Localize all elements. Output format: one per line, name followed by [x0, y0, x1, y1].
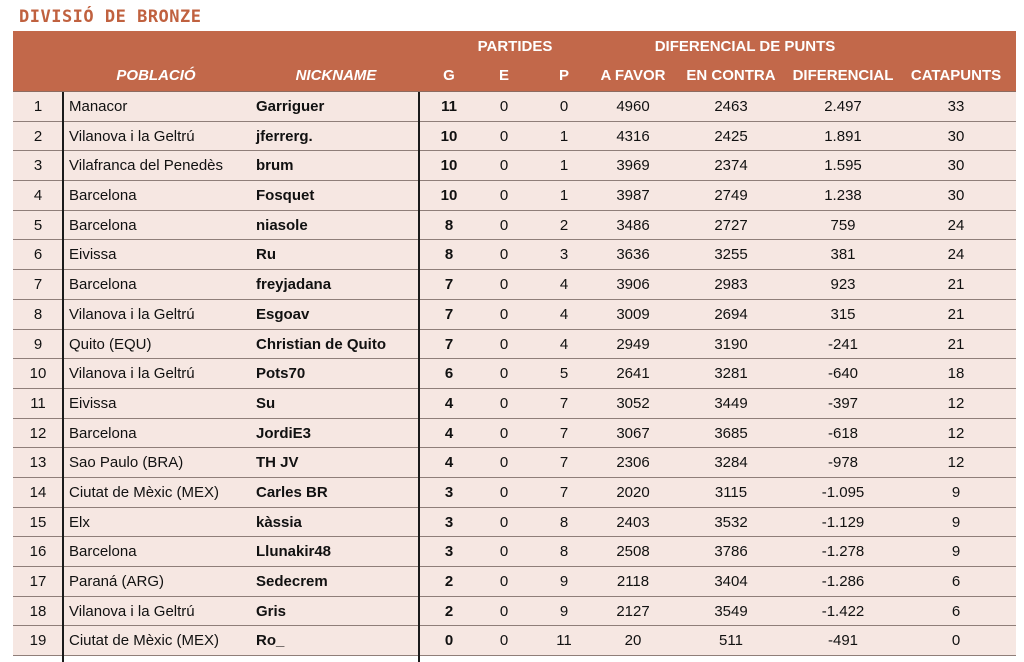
catapunts-cell: 9 [951, 543, 961, 561]
p-cell: 8 [559, 513, 569, 531]
diferencial-cell: -397 [827, 394, 859, 412]
table-row [13, 181, 1016, 211]
position-cell: 12 [29, 424, 47, 442]
e-cell: 0 [499, 187, 509, 205]
table-row [13, 419, 1016, 449]
a-favor-cell: 2118 [616, 573, 650, 590]
p-cell: 5 [559, 365, 569, 383]
g-cell: 7 [444, 276, 454, 294]
position-cell: 16 [29, 543, 47, 561]
table-row [13, 122, 1016, 152]
e-cell: 0 [499, 127, 509, 145]
e-cell: 0 [499, 394, 509, 412]
catapunts-cell: 9 [951, 513, 961, 531]
a-favor-cell: 2508 [616, 543, 650, 561]
header-poblacio: POBLACIÓ [116, 67, 196, 84]
nickname-cell: niasole [256, 216, 308, 234]
table-row [13, 537, 1016, 567]
diferencial-cell: 1.891 [824, 127, 862, 145]
en-contra-cell: 3786 [714, 543, 748, 561]
header-en-contra: EN CONTRA [686, 67, 776, 84]
poblacio-cell: Ciutat de Mèxic (MEX) [69, 632, 220, 650]
position-cell: 4 [33, 187, 43, 205]
e-cell: 0 [499, 365, 509, 383]
position-cell: 11 [30, 394, 46, 412]
en-contra-cell: 511 [719, 632, 743, 650]
table-row [13, 92, 1016, 122]
position-cell: 18 [29, 602, 47, 620]
a-favor-cell: 4316 [616, 127, 650, 145]
g-cell: 7 [444, 305, 454, 323]
poblacio-cell: Manacor [69, 98, 128, 115]
catapunts-cell: 21 [947, 276, 965, 294]
en-contra-cell: 3284 [714, 454, 748, 472]
column-divider-left [62, 92, 64, 662]
position-cell: 8 [33, 305, 43, 323]
nickname-cell: Esgoav [256, 305, 310, 323]
a-favor-cell: 3486 [616, 216, 650, 234]
en-contra-cell: 3685 [714, 424, 748, 442]
nickname-cell: Su [256, 394, 276, 412]
poblacio-cell: Eivissa [69, 394, 117, 412]
table-row [13, 240, 1016, 270]
poblacio-cell: Vilanova i la Geltrú [69, 305, 195, 323]
en-contra-cell: 2983 [714, 276, 748, 294]
e-cell: 0 [499, 246, 509, 264]
a-favor-cell: 3052 [616, 394, 650, 412]
header-catapunts: CATAPUNTS [910, 67, 1002, 84]
g-cell: 11 [441, 98, 457, 115]
poblacio-cell: Barcelona [69, 424, 137, 442]
a-favor-cell: 2127 [616, 602, 650, 620]
diferencial-cell: 1.595 [824, 157, 862, 175]
nickname-cell: kàssia [256, 513, 302, 531]
table-row [13, 211, 1016, 241]
e-cell: 0 [499, 216, 509, 234]
e-cell: 0 [499, 157, 509, 175]
header-g: G [443, 67, 455, 84]
poblacio-cell: Ciutat de Mèxic (MEX) [69, 483, 220, 501]
a-favor-cell: 2403 [616, 513, 650, 531]
p-cell: 7 [559, 454, 569, 472]
position-cell: 15 [29, 513, 47, 531]
table-row [13, 270, 1016, 300]
header-diferencial-de-punts: DIFERENCIAL DE PUNTS [654, 38, 836, 55]
catapunts-cell: 21 [947, 335, 965, 353]
p-cell: 4 [559, 335, 569, 353]
diferencial-cell: 1.238 [824, 187, 862, 205]
diferencial-cell: -241 [827, 335, 859, 353]
e-cell: 0 [499, 483, 509, 501]
position-cell: 3 [33, 157, 43, 175]
position-cell: 7 [33, 276, 43, 294]
e-cell: 0 [499, 276, 509, 294]
diferencial-cell: -618 [827, 424, 859, 442]
en-contra-cell: 2425 [714, 127, 748, 145]
page-title: DIVISIÓ DE BRONZE [19, 7, 202, 27]
poblacio-cell: Paraná (ARG) [69, 573, 165, 590]
catapunts-cell: 33 [947, 98, 965, 115]
catapunts-cell: 18 [947, 365, 965, 383]
position-cell: 19 [29, 632, 47, 650]
g-cell: 8 [444, 216, 454, 234]
en-contra-cell: 2463 [714, 98, 748, 115]
position-cell: 2 [33, 127, 43, 145]
a-favor-cell: 2020 [616, 483, 650, 501]
nickname-cell: Sedecrem [256, 573, 328, 590]
g-cell: 4 [444, 424, 454, 442]
e-cell: 0 [499, 543, 509, 561]
en-contra-cell: 3549 [714, 602, 748, 620]
e-cell: 0 [499, 573, 509, 590]
e-cell: 0 [499, 424, 509, 442]
table-row [13, 389, 1016, 419]
p-cell: 9 [559, 573, 569, 590]
poblacio-cell: Elx [69, 513, 90, 531]
en-contra-cell: 2374 [714, 157, 748, 175]
poblacio-cell: Barcelona [69, 543, 137, 561]
table-row [13, 300, 1016, 330]
poblacio-cell: Vilanova i la Geltrú [69, 127, 195, 145]
nickname-cell: freyjadana [256, 276, 332, 294]
g-cell: 8 [444, 246, 454, 264]
nickname-cell: Fosquet [256, 187, 315, 205]
en-contra-cell: 3115 [714, 483, 748, 501]
position-cell: 10 [29, 365, 47, 383]
a-favor-cell: 2949 [616, 335, 650, 353]
table-row [13, 567, 1016, 597]
diferencial-cell: -1.286 [821, 573, 865, 590]
en-contra-cell: 3404 [714, 573, 748, 590]
p-cell: 9 [559, 602, 569, 620]
header-partides: PARTIDES [477, 38, 553, 55]
position-cell: 17 [29, 573, 47, 590]
catapunts-cell: 21 [947, 305, 965, 323]
g-cell: 0 [444, 632, 454, 650]
e-cell: 0 [499, 454, 509, 472]
en-contra-cell: 3190 [714, 335, 748, 353]
g-cell: 3 [444, 543, 454, 561]
catapunts-cell: 6 [951, 573, 961, 590]
poblacio-cell: Sao Paulo (BRA) [69, 454, 184, 472]
nickname-cell: JordiE3 [256, 424, 312, 442]
p-cell: 8 [559, 543, 569, 561]
nickname-cell: Gris [256, 602, 287, 620]
header-p: P [558, 67, 569, 84]
g-cell: 4 [444, 454, 454, 472]
a-favor-cell: 3009 [616, 305, 650, 323]
nickname-cell: jferrerg. [256, 127, 313, 145]
e-cell: 0 [499, 513, 509, 531]
p-cell: 2 [559, 216, 569, 234]
catapunts-cell: 9 [951, 483, 961, 501]
table-row [13, 478, 1016, 508]
position-cell: 13 [29, 454, 47, 472]
table-row [13, 508, 1016, 538]
p-cell: 7 [559, 483, 569, 501]
a-favor-cell: 3969 [616, 157, 650, 175]
p-cell: 7 [559, 394, 569, 412]
table-row [13, 330, 1016, 360]
catapunts-cell: 0 [951, 632, 961, 650]
diferencial-cell: 2.497 [824, 98, 862, 115]
table-header [13, 31, 1016, 91]
nickname-cell: Ru [256, 246, 276, 264]
g-cell: 10 [440, 127, 458, 145]
diferencial-cell: 315 [830, 305, 856, 323]
catapunts-cell: 12 [947, 394, 965, 412]
catapunts-cell: 6 [951, 602, 961, 620]
header-nickname: NICKNAME [295, 67, 377, 84]
poblacio-cell: Vilafranca del Penedès [69, 157, 223, 175]
diferencial-cell: -1.129 [821, 513, 865, 531]
table-body [13, 91, 1016, 656]
table-row [13, 597, 1016, 627]
p-cell: 0 [559, 98, 569, 115]
p-cell: 7 [559, 424, 569, 442]
en-contra-cell: 2749 [714, 187, 748, 205]
e-cell: 0 [499, 632, 509, 650]
diferencial-cell: -1.095 [821, 483, 865, 501]
en-contra-cell: 2694 [714, 305, 748, 323]
a-favor-cell: 2306 [616, 454, 650, 472]
nickname-cell: Garriguer [256, 98, 325, 115]
diferencial-cell: -978 [827, 454, 859, 472]
position-cell: 14 [29, 483, 47, 501]
e-cell: 0 [499, 305, 509, 323]
header-diferencial: DIFERENCIAL [792, 67, 894, 84]
nickname-cell: Carles BR [256, 483, 328, 501]
nickname-cell: Pots70 [256, 365, 306, 383]
table-row [13, 359, 1016, 389]
p-cell: 4 [559, 305, 569, 323]
nickname-cell: Ro_ [256, 632, 285, 650]
g-cell: 3 [444, 513, 454, 531]
catapunts-cell: 24 [947, 216, 965, 234]
en-contra-cell: 3449 [714, 394, 748, 412]
p-cell: 4 [559, 276, 569, 294]
diferencial-cell: -491 [827, 632, 859, 650]
nickname-cell: TH JV [256, 454, 299, 472]
g-cell: 3 [444, 483, 454, 501]
nickname-cell: brum [256, 157, 294, 175]
nickname-cell: Llunakir48 [256, 543, 332, 561]
catapunts-cell: 30 [947, 187, 965, 205]
poblacio-cell: Eivissa [69, 246, 117, 264]
position-cell: 6 [33, 246, 43, 264]
a-favor-cell: 20 [624, 632, 642, 650]
poblacio-cell: Vilanova i la Geltrú [69, 365, 195, 383]
p-cell: 1 [559, 127, 569, 145]
column-divider-right [418, 92, 420, 662]
table-row [13, 626, 1016, 656]
diferencial-cell: -640 [827, 365, 859, 383]
e-cell: 0 [499, 335, 509, 353]
g-cell: 10 [440, 187, 458, 205]
p-cell: 11 [556, 632, 572, 650]
a-favor-cell: 3636 [616, 246, 650, 264]
poblacio-cell: Barcelona [69, 276, 137, 294]
e-cell: 0 [499, 602, 509, 620]
position-cell: 1 [33, 98, 43, 115]
catapunts-cell: 12 [947, 454, 965, 472]
en-contra-cell: 2727 [714, 216, 748, 234]
g-cell: 10 [440, 157, 458, 175]
catapunts-cell: 30 [947, 127, 965, 145]
g-cell: 4 [444, 394, 454, 412]
g-cell: 2 [444, 602, 454, 620]
poblacio-cell: Quito (EQU) [69, 335, 152, 353]
nickname-cell: Christian de Quito [256, 335, 387, 353]
en-contra-cell: 3281 [714, 365, 748, 383]
g-cell: 6 [444, 365, 454, 383]
standings-table [13, 31, 1016, 656]
position-cell: 9 [33, 335, 43, 353]
p-cell: 1 [559, 187, 569, 205]
position-cell: 5 [33, 216, 43, 234]
table-row [13, 151, 1016, 181]
header-a-favor: A FAVOR [600, 67, 666, 84]
a-favor-cell: 4960 [616, 98, 650, 115]
en-contra-cell: 3532 [714, 513, 748, 531]
header-e: E [498, 67, 509, 84]
diferencial-cell: -1.278 [821, 543, 865, 561]
a-favor-cell: 3067 [616, 424, 650, 442]
diferencial-cell: 759 [830, 216, 856, 234]
poblacio-cell: Barcelona [69, 216, 137, 234]
catapunts-cell: 24 [947, 246, 965, 264]
p-cell: 1 [559, 157, 569, 175]
catapunts-cell: 30 [947, 157, 965, 175]
e-cell: 0 [499, 98, 509, 115]
g-cell: 7 [444, 335, 454, 353]
a-favor-cell: 2641 [616, 365, 650, 383]
p-cell: 3 [559, 246, 569, 264]
a-favor-cell: 3906 [616, 276, 650, 294]
poblacio-cell: Vilanova i la Geltrú [69, 602, 195, 620]
diferencial-cell: 923 [830, 276, 856, 294]
en-contra-cell: 3255 [714, 246, 748, 264]
table-row [13, 448, 1016, 478]
g-cell: 2 [444, 573, 454, 590]
poblacio-cell: Barcelona [69, 187, 137, 205]
diferencial-cell: -1.422 [821, 602, 865, 620]
diferencial-cell: 381 [830, 246, 856, 264]
catapunts-cell: 12 [947, 424, 965, 442]
a-favor-cell: 3987 [616, 187, 650, 205]
